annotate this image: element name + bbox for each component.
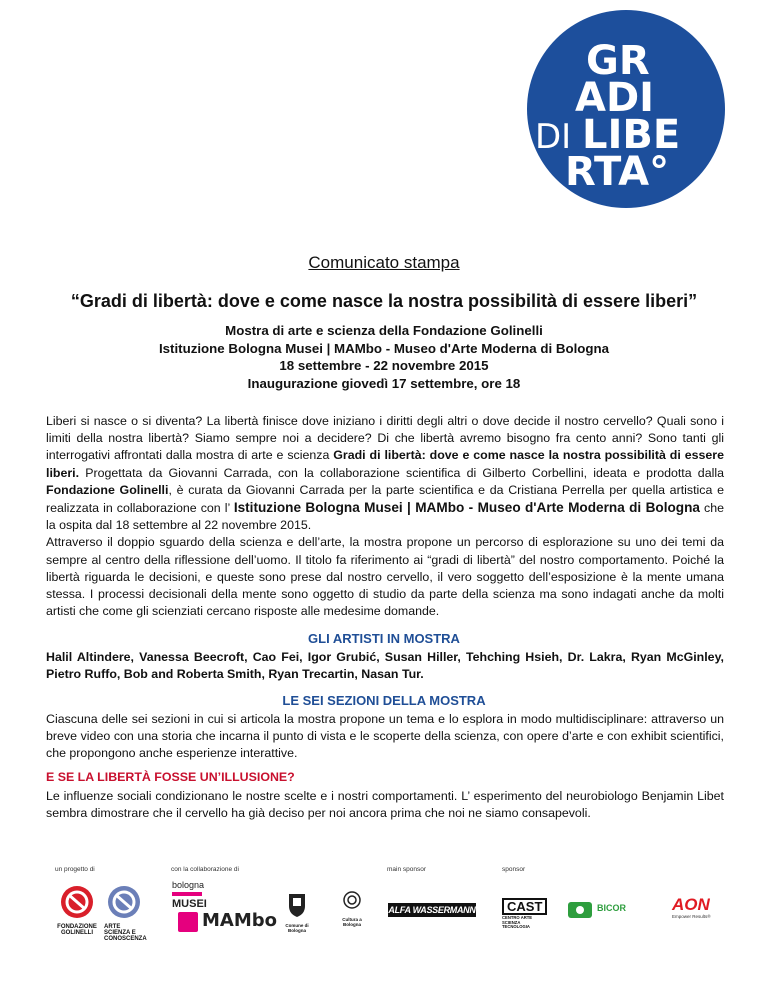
logo-line-1: GR: [586, 38, 650, 84]
logo-line-3: DI: [535, 117, 572, 157]
subtitle-line: Mostra di arte e scienza della Fondazione Golinelli: [225, 323, 543, 338]
bologna-musei-mambo-logo: [172, 880, 278, 935]
intro-bold-foundation: Fondazione Golinelli: [46, 482, 169, 497]
intro-text: , è curata da Giovanni Carrada per la parte scientifica e da Cristiana Perrella per quella artistica e realizzata in collaborazione con l’: [46, 482, 724, 516]
intro-bold-title: Gradi di libertà: dove e come nasce la nostra possibilità di essere liberi.: [46, 448, 724, 480]
intro-text: Progettata da Giovanni Carrada, con la collaborazione scientifica di Gilberto Corbellini, ideata e prodotta dalla: [79, 465, 724, 480]
bicor-word: BICOR: [597, 903, 626, 913]
illusion-paragraph: Le influenze sociali condizionano le nostre scelte e i nostri comportamenti. L’ esperimento del neurobiologo Benjamin Libet sembra dimostrare che il cervello ha già deciso per noi ancora prima che noi ne siamo consapevoli.: [46, 789, 724, 821]
cast-word: CAST: [502, 898, 547, 915]
main-sponsor-label: main sponsor: [387, 866, 427, 873]
cultura-caption: Cultura a Bologna: [342, 917, 362, 927]
subtitle-line: 18 settembre - 22 novembre 2015: [279, 358, 489, 373]
mambo-pink-block: [178, 912, 198, 932]
subtitle-block: [0, 322, 768, 392]
project-label: un progetto di: [55, 866, 95, 873]
comune-bologna-logo: [284, 892, 310, 932]
musei-bar: [172, 892, 202, 896]
bicor-mark-icon: [567, 898, 593, 920]
artists-list: Halil Altindere, Vanessa Beecroft, Cao Fei, Igor Grubić, Susan Hiller, Tehching Hsieh, Dr. Lakra, Ryan McGinley, Pietro Ruffo, Bob and Roberta Smith, Ryan Trecartin, Nasan Tur.: [46, 650, 724, 682]
comune-caption: Comune di Bologna: [285, 923, 309, 933]
logo-line-5: RTA°: [565, 149, 670, 195]
intro-bold-museum: Istituzione Bologna Musei | MAMbo - Museo d'Arte Moderna di Bologna: [233, 500, 700, 516]
aon-word: AON: [672, 895, 710, 914]
subtitle-line: Inaugurazione giovedì 17 settembre, ore 18: [247, 375, 521, 391]
cultura-icon: [342, 890, 362, 912]
cast-logo: [502, 898, 546, 930]
sections-heading: LE SEI SEZIONI DELLA MOSTRA: [282, 693, 486, 708]
cultura-bologna-logo: [338, 890, 366, 932]
gradi-di-liberta-logo: [527, 10, 725, 208]
aon-logo: [672, 896, 724, 926]
illusion-heading: E SE LA LIBERTÀ FOSSE UN’ILLUSIONE?: [46, 770, 295, 784]
alfa-wassermann-logo: ALFA WASSERMANN: [388, 905, 476, 915]
bicor-logo: [567, 898, 659, 924]
cast-caption: CENTRO ARTE SCIENZA TECNOLOGIA: [502, 915, 533, 930]
artists-heading: GLI ARTISTI IN MOSTRA: [308, 631, 460, 646]
press-release-label: Comunicato stampa: [308, 253, 460, 272]
logo-line-4: LIBE: [582, 112, 681, 158]
mambo-word: MAMbo: [202, 910, 278, 931]
golinelli-caption: FONDAZIONE GOLINELLI: [57, 924, 97, 936]
collaboration-label: con la collaborazione di: [171, 866, 239, 873]
intro-paragraph: [46, 413, 724, 620]
arte-scienza-caption: ARTE SCIENZA E CONOSCENZA: [104, 924, 147, 942]
arte-scienza-logo: [104, 885, 148, 942]
logo-line-2: ADI: [575, 75, 655, 121]
bologna-word: bologna: [172, 880, 205, 890]
crest-icon: [287, 892, 307, 918]
aon-caption: Empower Results®: [672, 914, 711, 919]
intro-text-2: Attraverso il doppio sguardo della scienza e dell’arte, la mostra propone un percorso di esplorazione su uno dei temi da sempre al centro della riflessione dell’uomo. Il titolo fa riferimento ai “gradi di libertà” del nostro comportamento. Poiché la libertà riguarda le decisioni, e queste sono prese dal nostro cervello, il vero soggetto dell’esposizione è la mente umana stessa. I processi decisionali della mente sono oggetto di studio da parte della scienza ma sono indagati anche da molti artisti che come gli scienziati cercano risposte alle medesime domande.: [46, 535, 724, 619]
exhibition-title: “Gradi di libertà: dove e come nasce la nostra possibilità di essere liberi”: [70, 291, 698, 311]
subtitle-line: Istituzione Bologna Musei | MAMbo - Museo d'Arte Moderna di Bologna: [158, 340, 610, 356]
musei-word: MUSEI: [172, 898, 207, 910]
intro-text: che la ospita dal 18 settembre al 22 novembre 2015.: [46, 501, 724, 533]
intro-text: Liberi si nasce o si diventa? La libertà finisce dove iniziano i diritti degli altri o dove decide il nostro cervello? Quali sono i limiti della nostra libertà? Siamo sempre noi a decidere? Di che libertà avremo bisogno fra cento anni? Sono tanti gli interrogativi affrontati dalla mostra di arte e scienza: [46, 414, 724, 463]
fondazione-golinelli-logo: [55, 885, 99, 935]
sections-paragraph: Ciascuna delle sei sezioni in cui si articola la mostra propone un tema e lo esplora in modo multidisciplinare: attraverso un breve video con una storia che incarna il punto di vista e le scoperte della scienza, con opere d’arte e con exhibit scientifici, che propongono anche esperienze interattive.: [46, 712, 724, 761]
sponsor-label: sponsor: [502, 866, 526, 873]
